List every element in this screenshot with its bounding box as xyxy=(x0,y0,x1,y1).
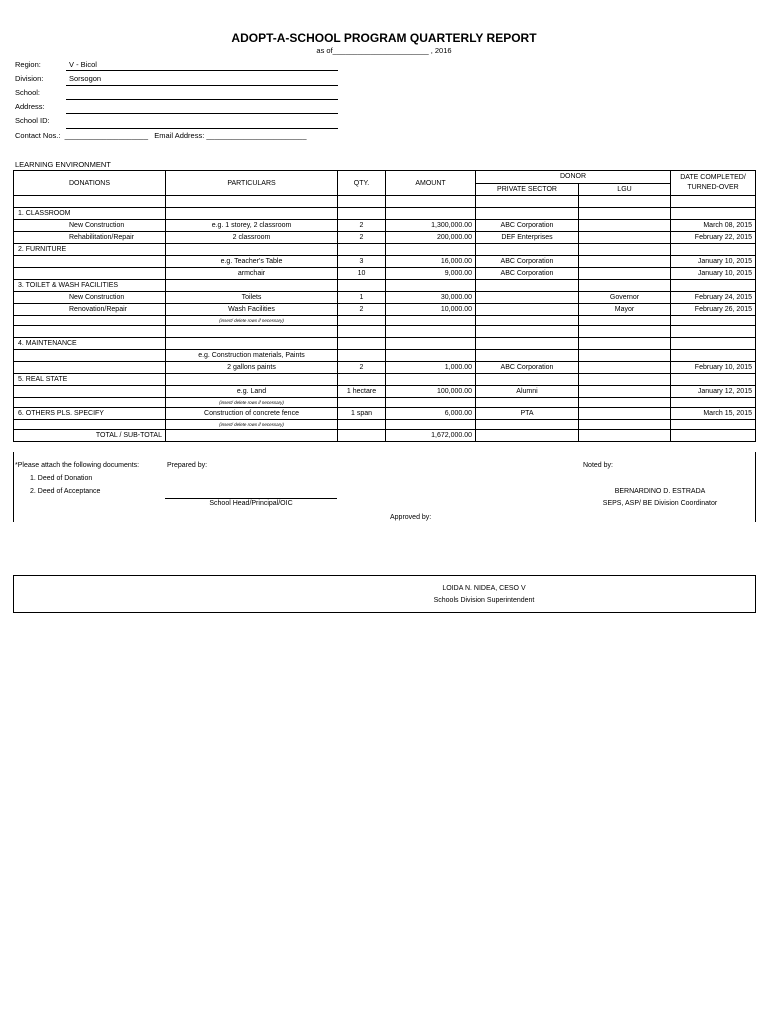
table-row xyxy=(14,196,756,208)
cell-lgu xyxy=(579,338,671,350)
cell-donations xyxy=(14,196,166,208)
cell-private xyxy=(476,196,579,208)
noted-by-name: BERNARDINO D. ESTRADA xyxy=(614,488,706,495)
cell-date: January 12, 2015 xyxy=(671,386,756,398)
cell-private xyxy=(476,338,579,350)
header-particulars: PARTICULARS xyxy=(166,171,338,196)
cell-amount xyxy=(386,374,476,386)
cell-amount xyxy=(386,280,476,292)
cell-donations xyxy=(14,420,166,430)
noted-by-label: Noted by: xyxy=(583,462,613,469)
cell-lgu xyxy=(579,386,671,398)
cell-private xyxy=(476,326,579,338)
cell-date: March 15, 2015 xyxy=(671,408,756,420)
cell-amount: 1,672,000.00 xyxy=(386,430,476,442)
division-label: Division: xyxy=(15,74,44,83)
cell-qty xyxy=(338,430,386,442)
cell-particulars: 2 classroom xyxy=(166,232,338,244)
noted-by-role: SEPS, ASP/ BE Division Coordinator xyxy=(602,500,718,507)
cell-date xyxy=(671,430,756,442)
cell-amount: 16,000.00 xyxy=(386,256,476,268)
table-row xyxy=(14,398,756,408)
cell-qty: 1 span xyxy=(338,408,386,420)
cell-date: January 10, 2015 xyxy=(671,256,756,268)
cell-private: Alumni xyxy=(476,386,579,398)
as-of-line: as of_______________________ , 2016 xyxy=(316,46,452,55)
cell-particulars xyxy=(166,326,338,338)
cell-lgu xyxy=(579,374,671,386)
table-row xyxy=(14,326,756,338)
cell-qty xyxy=(338,350,386,362)
cell-qty xyxy=(338,244,386,256)
table-row xyxy=(14,430,756,442)
cell-qty xyxy=(338,326,386,338)
cell-qty: 2 xyxy=(338,220,386,232)
header-lgu: LGU xyxy=(579,183,671,196)
cell-donations xyxy=(14,386,166,398)
cell-date xyxy=(671,374,756,386)
cell-amount xyxy=(386,326,476,338)
cell-donations xyxy=(14,316,166,326)
cell-donations: New Construction xyxy=(14,220,166,232)
cell-amount: 10,000.00 xyxy=(386,304,476,316)
cell-particulars xyxy=(166,338,338,350)
cell-donations: 4. MAINTENANCE xyxy=(14,338,166,350)
cell-private: ABC Corporation xyxy=(476,256,579,268)
approver-name: LOIDA N. NIDEA, CESO V xyxy=(442,585,526,592)
table-row xyxy=(14,280,756,292)
cell-amount xyxy=(386,244,476,256)
header-qty: QTY. xyxy=(338,171,386,196)
cell-date: February 22, 2015 xyxy=(671,232,756,244)
donations-table xyxy=(13,170,756,442)
cell-qty xyxy=(338,316,386,326)
header-date-line2: TURNED-OVER xyxy=(687,184,739,191)
cell-lgu xyxy=(579,244,671,256)
cell-amount: 200,000.00 xyxy=(386,232,476,244)
cell-particulars: e.g. Land xyxy=(166,386,338,398)
cell-date xyxy=(671,208,756,220)
cell-lgu xyxy=(579,398,671,408)
cell-date xyxy=(671,244,756,256)
cell-qty: 2 xyxy=(338,232,386,244)
cell-lgu xyxy=(579,362,671,374)
cell-lgu xyxy=(579,208,671,220)
address-underline xyxy=(66,113,338,114)
cell-lgu xyxy=(579,350,671,362)
cell-particulars: Construction of concrete fence xyxy=(166,408,338,420)
header-donations: DONATIONS xyxy=(14,171,166,196)
cell-amount: 100,000.00 xyxy=(386,386,476,398)
cell-qty xyxy=(338,208,386,220)
cell-donations: Rehabilitation/Repair xyxy=(14,232,166,244)
cell-particulars: e.g. 1 storey, 2 classroom xyxy=(166,220,338,232)
school-id-underline xyxy=(66,128,338,129)
cell-private xyxy=(476,316,579,326)
cell-private: DEF Enterprises xyxy=(476,232,579,244)
cell-date: March 08, 2015 xyxy=(671,220,756,232)
table-row xyxy=(14,338,756,350)
cell-lgu xyxy=(579,316,671,326)
cell-lgu xyxy=(579,420,671,430)
cell-qty xyxy=(338,338,386,350)
cell-lgu xyxy=(579,280,671,292)
cell-lgu: Mayor xyxy=(579,304,671,316)
approved-by-label: Approved by: xyxy=(390,514,432,521)
cell-private xyxy=(476,304,579,316)
cell-date: January 10, 2015 xyxy=(671,268,756,280)
table-row xyxy=(14,316,756,326)
cell-donations: 5. REAL STATE xyxy=(14,374,166,386)
cell-date xyxy=(671,338,756,350)
attach-note: *Please attach the following documents: xyxy=(15,462,140,469)
division-underline xyxy=(66,85,338,86)
cell-particulars: (insert/ delete rows if necessary) xyxy=(166,398,338,408)
cell-lgu: Governor xyxy=(579,292,671,304)
cell-amount xyxy=(386,398,476,408)
section-title: LEARNING ENVIRONMENT xyxy=(15,160,111,169)
cell-donations: 2. FURNITURE xyxy=(14,244,166,256)
cell-donations: Renovation/Repair xyxy=(14,304,166,316)
cell-amount: 1,000.00 xyxy=(386,362,476,374)
cell-private xyxy=(476,208,579,220)
report-title: ADOPT-A-SCHOOL PROGRAM QUARTERLY REPORT xyxy=(231,31,537,45)
school-label: School: xyxy=(15,88,41,97)
prepared-by-label: Prepared by: xyxy=(167,462,208,469)
table-row xyxy=(14,232,756,244)
cell-particulars xyxy=(166,244,338,256)
region-label: Region: xyxy=(15,60,41,69)
cell-particulars xyxy=(166,374,338,386)
address-label: Address: xyxy=(15,102,45,111)
cell-donations: 1. CLASSROOM xyxy=(14,208,166,220)
cell-qty xyxy=(338,196,386,208)
header-private-sector: PRIVATE SECTOR xyxy=(476,183,579,196)
school-id-label: School ID: xyxy=(15,116,50,125)
cell-date: February 10, 2015 xyxy=(671,362,756,374)
cell-donations xyxy=(14,268,166,280)
cell-qty: 2 xyxy=(338,304,386,316)
cell-particulars: (insert/ delete rows if necessary) xyxy=(166,316,338,326)
header-donor: DONOR xyxy=(476,171,671,184)
cell-particulars: 2 gallons paints xyxy=(166,362,338,374)
cell-lgu xyxy=(579,232,671,244)
cell-amount xyxy=(386,350,476,362)
cell-date: February 26, 2015 xyxy=(671,304,756,316)
cell-donations xyxy=(14,350,166,362)
cell-qty xyxy=(338,398,386,408)
cell-private xyxy=(476,292,579,304)
school-underline xyxy=(66,99,338,100)
cell-amount xyxy=(386,338,476,350)
contact-email-line: Contact Nos.: ____________________ Email Address: ________________________ xyxy=(15,131,307,140)
cell-private: PTA xyxy=(476,408,579,420)
cell-private xyxy=(476,350,579,362)
cell-donations xyxy=(14,256,166,268)
cell-particulars: e.g. Construction materials, Paints xyxy=(166,350,338,362)
table-row xyxy=(14,256,756,268)
table-row xyxy=(14,386,756,398)
cell-private xyxy=(476,244,579,256)
cell-amount: 1,300,000.00 xyxy=(386,220,476,232)
cell-particulars: Wash Facilities xyxy=(166,304,338,316)
cell-amount xyxy=(386,208,476,220)
cell-particulars xyxy=(166,208,338,220)
cell-date xyxy=(671,420,756,430)
cell-particulars xyxy=(166,196,338,208)
cell-date xyxy=(671,280,756,292)
cell-qty: 3 xyxy=(338,256,386,268)
cell-donations xyxy=(14,398,166,408)
approval-box xyxy=(13,575,756,613)
cell-donations: New Construction xyxy=(14,292,166,304)
cell-qty: 1 xyxy=(338,292,386,304)
cell-amount xyxy=(386,196,476,208)
cell-date xyxy=(671,350,756,362)
cell-private xyxy=(476,420,579,430)
header-date-line1: DATE COMPLETED/ xyxy=(680,174,746,181)
header-date xyxy=(671,171,756,196)
table-row xyxy=(14,408,756,420)
table-row xyxy=(14,350,756,362)
cell-lgu xyxy=(579,196,671,208)
cell-private: ABC Corporation xyxy=(476,362,579,374)
region-underline xyxy=(66,70,338,71)
cell-donations xyxy=(14,362,166,374)
cell-amount xyxy=(386,316,476,326)
region-value: V - Bicol xyxy=(69,60,97,69)
table-row xyxy=(14,208,756,220)
cell-qty xyxy=(338,374,386,386)
cell-lgu xyxy=(579,220,671,232)
table-row xyxy=(14,362,756,374)
cell-qty: 1 hectare xyxy=(338,386,386,398)
cell-private xyxy=(476,374,579,386)
table-header-row xyxy=(14,171,756,184)
table-row xyxy=(14,374,756,386)
cell-lgu xyxy=(579,268,671,280)
cell-particulars: (insert/ delete rows if necessary) xyxy=(166,420,338,430)
table-row xyxy=(14,304,756,316)
cell-private xyxy=(476,398,579,408)
cell-lgu xyxy=(579,430,671,442)
cell-date: February 24, 2015 xyxy=(671,292,756,304)
cell-private: ABC Corporation xyxy=(476,268,579,280)
table-row xyxy=(14,268,756,280)
cell-date xyxy=(671,326,756,338)
doc-deed-of-acceptance: 2. Deed of Acceptance xyxy=(30,488,101,495)
table-row xyxy=(14,244,756,256)
cell-donations: TOTAL / SUB-TOTAL xyxy=(14,430,166,442)
cell-particulars: Toilets xyxy=(166,292,338,304)
cell-qty xyxy=(338,420,386,430)
cell-qty: 2 xyxy=(338,362,386,374)
table-row xyxy=(14,420,756,430)
cell-particulars: e.g. Teacher's Table xyxy=(166,256,338,268)
cell-qty: 10 xyxy=(338,268,386,280)
cell-donations: 6. OTHERS PLS. SPECIFY xyxy=(14,408,166,420)
cell-lgu xyxy=(579,256,671,268)
cell-lgu xyxy=(579,408,671,420)
cell-amount: 9,000.00 xyxy=(386,268,476,280)
cell-private: ABC Corporation xyxy=(476,220,579,232)
cell-date xyxy=(671,316,756,326)
cell-amount xyxy=(386,420,476,430)
cell-particulars: armchair xyxy=(166,268,338,280)
division-value: Sorsogon xyxy=(69,74,102,83)
cell-donations: 3. TOILET & WASH FACILITIES xyxy=(14,280,166,292)
table-row xyxy=(14,220,756,232)
cell-date xyxy=(671,196,756,208)
cell-qty xyxy=(338,280,386,292)
cell-private xyxy=(476,280,579,292)
cell-amount: 6,000.00 xyxy=(386,408,476,420)
approver-role: Schools Division Superintendent xyxy=(433,597,535,604)
doc-deed-of-donation: 1. Deed of Donation xyxy=(30,475,93,482)
prepared-by-signature-line xyxy=(165,498,337,499)
cell-private xyxy=(476,430,579,442)
cell-lgu xyxy=(579,326,671,338)
prepared-by-role: School Head/Principal/OIC xyxy=(209,500,293,507)
cell-donations xyxy=(14,326,166,338)
table-row xyxy=(14,292,756,304)
cell-particulars xyxy=(166,280,338,292)
cell-date xyxy=(671,398,756,408)
cell-amount: 30,000.00 xyxy=(386,292,476,304)
cell-particulars xyxy=(166,430,338,442)
header-amount: AMOUNT xyxy=(386,171,476,196)
